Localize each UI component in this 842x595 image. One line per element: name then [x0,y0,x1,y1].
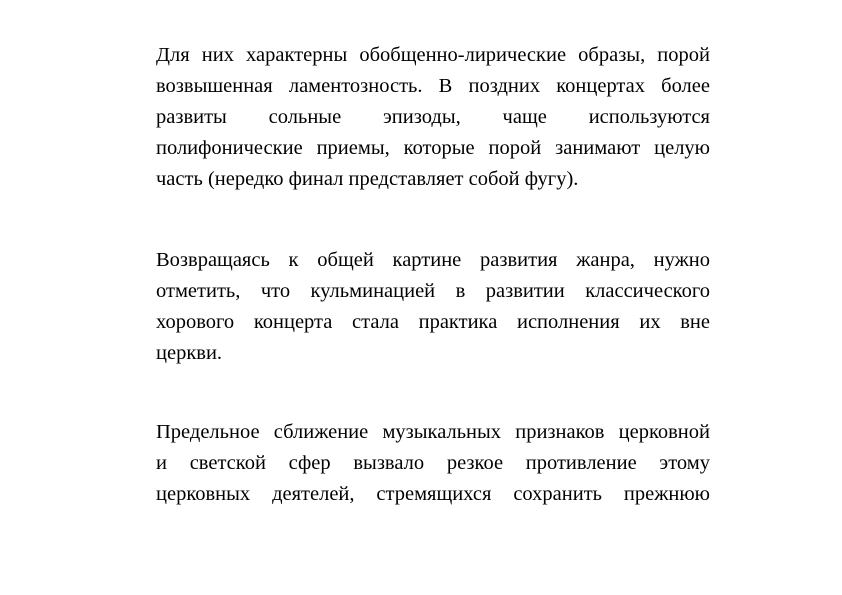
paragraph-line: возвышенная ламентозность. В поздних концертах более [156,75,710,97]
paragraph-line: развиты сольные эпизоды, чаще используются [156,106,710,128]
paragraph-line: хорового концерта стала практика исполнения их вне [156,311,710,333]
paragraph-3 [156,417,710,510]
paragraph-line: полифонические приемы, которые порой занимают целую [156,137,710,159]
paragraph-line: церкви. [156,342,223,364]
paragraph-line: Возвращаясь к общей картине развития жанра, нужно [156,249,710,271]
paragraph-1 [156,40,710,195]
paragraph-line: отметить, что кульминацией в развитии классического [156,280,710,302]
paragraph-line: Для них характерны обобщенно-лирические образы, порой [156,44,710,66]
paragraph-line: и светской сфер вызвало резкое противление этому [156,452,710,474]
paragraph-2 [156,245,710,369]
paragraph-line: церковных деятелей, стремящихся сохранить прежнюю [156,483,710,505]
paragraph-line: Предельное сближение музыкальных признаков церковной [156,421,710,443]
paragraph-line: часть (нередко финал представляет собой фугу). [156,168,579,190]
